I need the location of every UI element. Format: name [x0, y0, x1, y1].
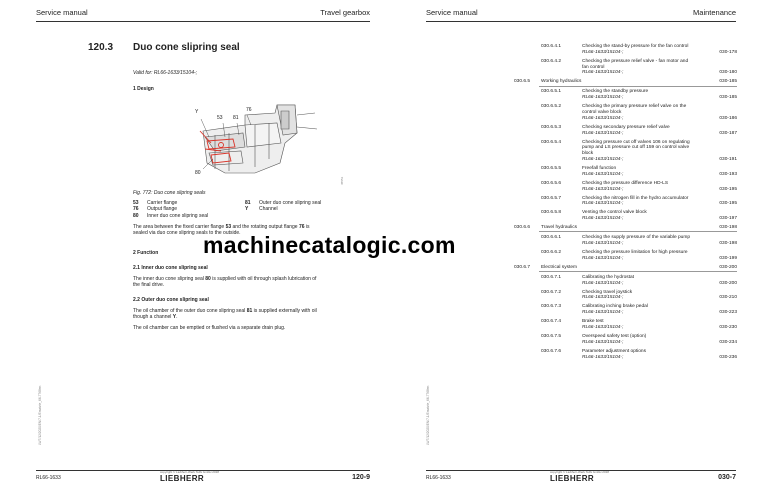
toc-section-rule: [539, 231, 737, 232]
legend-text: Inner duo cone slipring seal: [147, 212, 209, 219]
toc-number: 030.6.5.6: [541, 180, 562, 186]
legend-text: Output flange: [147, 206, 178, 213]
toc-page-number: 030-193: [719, 171, 737, 177]
legend-key: Y: [245, 206, 249, 213]
figure-code: 45551: [340, 176, 344, 185]
toc-number: 030.6.5: [514, 79, 531, 85]
valid-for: Valid for: RL66-1633/15104-;: [133, 70, 198, 76]
right-header-rule: [426, 21, 736, 22]
right-page-number: 030-7: [718, 474, 736, 481]
toc-title: Checking the stand-by pressure for the fan control: [582, 44, 689, 49]
toc-page-number: 030-234: [719, 339, 737, 345]
toc-title: Overspeed safety test (option): [582, 334, 647, 339]
left-side-code: LWT/12/2020/EN/7-1/Ersatzte_66-7768en: [38, 385, 42, 445]
right-side-code: LWT/12/2020/EN/7-1/Ersatzte_66-7768en: [426, 385, 430, 445]
toc-title: Checking the pressure relief valve - fan motor and: [582, 58, 689, 64]
toc-page-number: 030-197: [719, 216, 737, 222]
toc-number: 030.6.5.8: [541, 210, 562, 216]
toc-page-number: 030-187: [719, 130, 737, 136]
toc-number: 030.6.7.6: [541, 348, 562, 354]
toc-number: 030.6.7.4: [541, 319, 562, 325]
toc-page-number: 030-198: [719, 240, 737, 246]
toc-valid-for: RL66-1633/15104-;: [582, 216, 624, 222]
left-footer-model: RL66-1633: [36, 475, 61, 481]
toc-valid-for: RL66-1633/15104-;: [582, 49, 624, 55]
toc-page-number: 030-236: [719, 354, 737, 360]
toc-title: Checking the nitrogen fill in the hydro accumulator: [582, 195, 689, 201]
legend-key: 76: [133, 206, 139, 213]
design-paragraph: The area between the fixed carrier flange 53 and the rotating output flange 76 is sealed via duo cone slipring seals to the outside.: [133, 224, 310, 237]
toc-page-number: 030-178: [719, 49, 737, 55]
seal-figure: [185, 103, 335, 183]
toc-valid-for: RL66-1633/15104-;: [582, 201, 624, 207]
toc-title: Calibrating inching brake pedal: [582, 304, 648, 310]
toc-title: Checking the supply pressure of the variable pump: [582, 235, 690, 241]
toc-page-number: 030-195: [719, 201, 737, 207]
toc-valid-for: RL66-1633/15104-;: [582, 339, 624, 345]
sub1-paragraph: The inner duo cone slipring seal 80 is supplied with oil through splash lubrication of the final drive.: [133, 276, 317, 289]
right-liebherr-logo: LIEBHERR: [550, 474, 595, 483]
toc-title: Checking secondary pressure relief valve: [582, 124, 670, 130]
toc-title: control valve block: [582, 109, 622, 115]
toc-valid-for: RL66-1633/15104-;: [582, 280, 624, 286]
toc-title: Parameter adjustment options: [582, 348, 646, 354]
sub1-heading: 2.1 Inner duo cone slipring seal: [133, 265, 208, 271]
figure-label-76: 76: [246, 107, 252, 113]
section-number: 120.3: [88, 42, 114, 53]
left-header-rule: [36, 21, 370, 22]
toc-valid-for: RL66-1633/15104-;: [582, 255, 624, 261]
left-liebherr-logo: LIEBHERR: [160, 474, 205, 483]
right-header-chapter: Maintenance: [693, 8, 736, 17]
seal-drawing: [185, 103, 335, 183]
figure-label-53: 53: [217, 115, 223, 121]
toc-valid-for: RL66-1633/15104-;: [582, 115, 624, 121]
toc-title: Venting the control valve block: [582, 210, 647, 216]
toc-page-number: 030-199: [719, 255, 737, 261]
toc-title: Checking travel joystick: [582, 289, 633, 295]
toc-title: Freefall function: [582, 166, 617, 171]
legend-text: Outer duo cone slipring seal: [259, 200, 322, 206]
toc-title: Checking pressure cut off valves 106 on regulating: [582, 139, 690, 145]
toc-title: fan control: [582, 64, 605, 70]
toc-page-number: 030-185: [719, 95, 737, 101]
toc-number: 030.6.7.5: [541, 334, 562, 339]
toc-title: Checking the primary pressure relief valve on the: [582, 104, 687, 110]
right-footer-model: RL66-1633: [426, 475, 451, 481]
sub2-paragraph: The oil chamber of the outer duo cone slipring seal 81 is supplied externally with oil though a channel Y. The oil chamber can be emptied or flushed via a separate drain plug.: [133, 308, 317, 331]
toc-page-number: 030-230: [719, 324, 737, 330]
toc-number: 030.6.5.7: [541, 195, 562, 201]
toc-page-number: 030-195: [719, 186, 737, 192]
toc-page-number: 030-198: [719, 225, 737, 231]
figure-caption: Fig. 772: Duo cone slipring seals: [133, 190, 206, 196]
left-header-title: Service manual: [36, 8, 88, 17]
sub2-heading: 2.2 Outer duo cone slipring seal: [133, 297, 209, 303]
toc-number: 030.6.6.2: [541, 250, 562, 255]
toc-number: 030.6.4.1: [541, 44, 562, 49]
toc-title: block: [582, 151, 594, 157]
toc-number: 030.6.4.2: [541, 58, 562, 64]
left-header-chapter: Travel gearbox: [320, 8, 370, 17]
toc-valid-for: RL66-1633/15104-;: [582, 354, 624, 360]
toc-number: 030.6.5.3: [541, 124, 562, 130]
toc-title: Working hydraulics: [541, 79, 582, 85]
toc-valid-for: RL66-1633/15104-;: [582, 324, 624, 330]
toc-page-number: 030-200: [719, 280, 737, 286]
toc-page-number: 030-186: [719, 115, 737, 121]
figure-label-81: 81: [233, 115, 239, 121]
toc-title: Checking the pressure limitation for high pressure: [582, 250, 688, 255]
toc-number: 030.6.7: [514, 264, 531, 270]
toc-valid-for: RL66-1633/15104-;: [582, 130, 624, 136]
toc-number: 030.6.5.1: [541, 89, 562, 95]
toc-page-number: 030-210: [719, 295, 737, 301]
toc-number: 030.6.5.5: [541, 166, 562, 171]
toc-title: Travel hydraulics: [541, 225, 578, 231]
right-footer-copyright: copyright © Liebherr-Werk Telfs GmbH 2018: [550, 470, 609, 474]
watermark: machinecatalogic.com: [203, 232, 456, 258]
toc-page-number: 030-200: [719, 264, 737, 270]
toc-valid-for: RL66-1633/15104-;: [582, 156, 624, 162]
left-page-number: 120-9: [352, 474, 370, 481]
toc-valid-for: RL66-1633/15104-;: [582, 186, 624, 192]
toc-section-rule: [539, 86, 737, 87]
figure-label-y: Y: [195, 109, 199, 115]
toc-valid-for: RL66-1633/15104-;: [582, 70, 624, 76]
legend-text: Carrier flange: [147, 200, 178, 206]
toc-number: 030.6.5.2: [541, 104, 562, 110]
toc-valid-for: RL66-1633/15104-;: [582, 171, 624, 177]
toc-section-rule: [539, 271, 737, 272]
toc-number: 030.6.6.1: [541, 235, 562, 241]
toc-number: 030.6.5.4: [541, 139, 562, 145]
toc-page-number: 030-180: [719, 70, 737, 76]
toc-title: Electrical system: [541, 264, 577, 270]
legend-text: Channel: [259, 206, 278, 213]
figure-label-80: 80: [195, 170, 201, 176]
toc-valid-for: RL66-1633/15104-;: [582, 295, 624, 301]
toc-title: pump and LS pressure cut off 159 on control valve: [582, 145, 690, 151]
toc-title: Checking the pressure difference HD-LS: [582, 180, 669, 186]
section-title: Duo cone slipring seal: [133, 42, 240, 53]
toc-valid-for: RL66-1633/15104-;: [582, 95, 624, 101]
toc-page-number: 030-185: [719, 79, 737, 85]
toc-number: 030.6.6: [514, 225, 531, 231]
design-heading: 1 Design: [133, 86, 154, 92]
left-footer-copyright: copyright © Liebherr-Werk Telfs GmbH 2018: [160, 470, 219, 474]
toc-title: Checking the standby pressure: [582, 89, 649, 95]
toc-page-number: 030-223: [719, 310, 737, 316]
toc-valid-for: RL66-1633/15104-;: [582, 310, 624, 316]
toc-title: Calibrating the hydrostat: [582, 274, 634, 280]
toc-valid-for: RL66-1633/15104-;: [582, 240, 624, 246]
legend-key: 80: [133, 212, 139, 219]
right-header-title: Service manual: [426, 8, 478, 17]
toc-page-number: 030-191: [719, 156, 737, 162]
toc-number: 030.6.7.3: [541, 304, 562, 310]
legend-key: 81: [245, 200, 251, 206]
toc-number: 030.6.7.1: [541, 274, 562, 280]
legend-key: 53: [133, 200, 139, 206]
toc-number: 030.6.7.2: [541, 289, 562, 295]
function-heading: 2 Function: [133, 250, 159, 256]
toc-title: Brake test: [582, 319, 604, 325]
